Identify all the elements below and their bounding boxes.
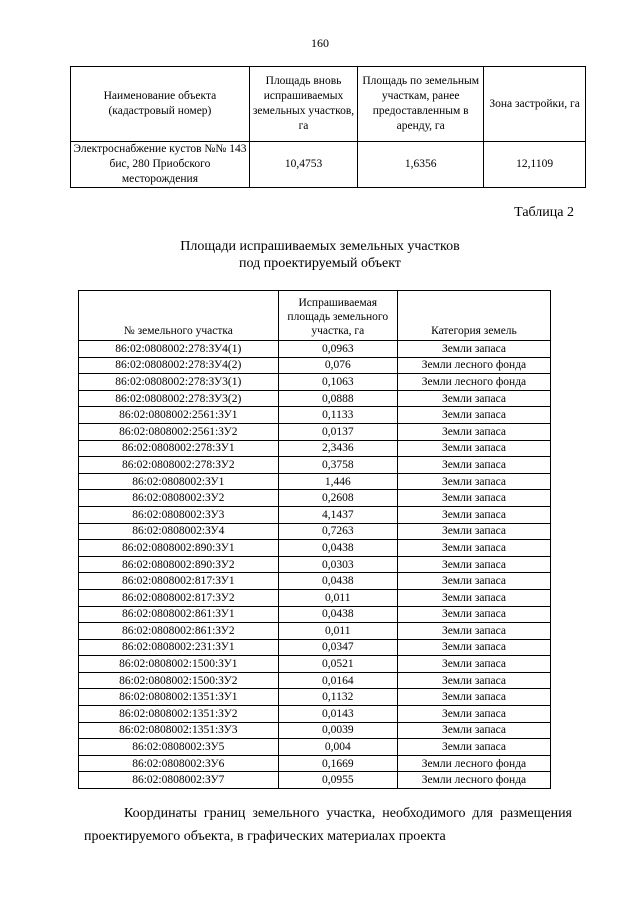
table-row xyxy=(79,672,551,689)
plots-body xyxy=(79,341,551,789)
table-row xyxy=(79,407,551,424)
plot-area-cell: 0,1133 xyxy=(278,407,397,424)
land-category-cell: Земли запаса xyxy=(397,390,550,407)
plots-header-land-category: Категория земель xyxy=(397,291,550,341)
table-row xyxy=(79,357,551,374)
table-row xyxy=(79,390,551,407)
table-row xyxy=(79,623,551,640)
plot-number-cell: 86:02:0808002:1500:ЗУ2 xyxy=(79,672,279,689)
footer-paragraph: Координаты границ земельного участка, необходимого для размещения проектируемого объекта, в графических материалах проекта xyxy=(84,806,572,844)
table-title-line-2: под проектируемый объект xyxy=(239,256,401,271)
plot-area-cell: 0,3758 xyxy=(278,457,397,474)
plot-area-cell: 0,011 xyxy=(278,623,397,640)
plot-area-cell: 0,0143 xyxy=(278,706,397,723)
summary-header-row xyxy=(71,67,586,142)
table-row xyxy=(79,423,551,440)
plot-area-cell: 0,0521 xyxy=(278,656,397,673)
table-row xyxy=(79,490,551,507)
plot-number-cell: 86:02:0808002:ЗУ6 xyxy=(79,755,279,772)
plot-area-cell: 0,1669 xyxy=(278,755,397,772)
plot-number-cell: 86:02:0808002:817:ЗУ2 xyxy=(79,589,279,606)
plot-number-cell: 86:02:0808002:ЗУ1 xyxy=(79,473,279,490)
plot-area-cell: 0,1063 xyxy=(278,374,397,391)
plot-number-cell: 86:02:0808002:ЗУ7 xyxy=(79,772,279,789)
land-category-cell: Земли лесного фонда xyxy=(397,357,550,374)
plot-number-cell: 86:02:0808002:278:ЗУ4(2) xyxy=(79,357,279,374)
table-row xyxy=(79,639,551,656)
table-row xyxy=(79,706,551,723)
table-row xyxy=(79,573,551,590)
land-category-cell: Земли запаса xyxy=(397,623,550,640)
plot-number-cell: 86:02:0808002:861:ЗУ2 xyxy=(79,623,279,640)
plot-number-cell: 86:02:0808002:ЗУ3 xyxy=(79,506,279,523)
table-row xyxy=(79,540,551,557)
table-row xyxy=(79,341,551,358)
plot-area-cell: 2,3436 xyxy=(278,440,397,457)
plots-header-area: Испрашиваемая площадь земельного участка, га xyxy=(278,291,397,341)
summary-row xyxy=(71,142,586,188)
land-category-cell: Земли запаса xyxy=(397,407,550,424)
plot-area-cell: 0,0963 xyxy=(278,341,397,358)
plot-area-cell: 0,076 xyxy=(278,357,397,374)
table-row xyxy=(79,739,551,756)
plot-number-cell: 86:02:0808002:861:ЗУ1 xyxy=(79,606,279,623)
table-row xyxy=(79,473,551,490)
plot-area-cell: 0,0438 xyxy=(278,606,397,623)
plot-area-cell: 0,0039 xyxy=(278,722,397,739)
land-category-cell: Земли запаса xyxy=(397,573,550,590)
plot-number-cell: 86:02:0808002:278:ЗУ1 xyxy=(79,440,279,457)
land-category-cell: Земли запаса xyxy=(397,656,550,673)
plot-area-cell: 0,0347 xyxy=(278,639,397,656)
table-row xyxy=(79,556,551,573)
table-caption: Таблица 2 xyxy=(514,205,574,220)
plot-area-cell: 0,004 xyxy=(278,739,397,756)
plots-header-row xyxy=(79,291,551,341)
land-category-cell: Земли запаса xyxy=(397,556,550,573)
summary-header-new-area: Площадь вновь испрашиваемых земельных участков, га xyxy=(249,67,357,142)
table-row xyxy=(79,589,551,606)
land-category-cell: Земли лесного фонда xyxy=(397,755,550,772)
table-row xyxy=(79,523,551,540)
land-category-cell: Земли запаса xyxy=(397,739,550,756)
summary-table xyxy=(70,66,586,188)
table-row xyxy=(79,457,551,474)
plot-area-cell: 0,0955 xyxy=(278,772,397,789)
land-category-cell: Земли лесного фонда xyxy=(397,772,550,789)
land-category-cell: Земли запаса xyxy=(397,523,550,540)
plot-number-cell: 86:02:0808002:890:ЗУ2 xyxy=(79,556,279,573)
plot-area-cell: 0,0438 xyxy=(278,540,397,557)
plot-number-cell: 86:02:0808002:1351:ЗУ1 xyxy=(79,689,279,706)
plot-number-cell: 86:02:0808002:278:ЗУ4(1) xyxy=(79,341,279,358)
plot-area-cell: 0,0438 xyxy=(278,573,397,590)
land-category-cell: Земли запаса xyxy=(397,722,550,739)
land-category-cell: Земли запаса xyxy=(397,506,550,523)
table-row xyxy=(79,689,551,706)
land-category-cell: Земли лесного фонда xyxy=(397,374,550,391)
land-category-cell: Земли запаса xyxy=(397,540,550,557)
summary-new-area: 10,4753 xyxy=(249,142,357,188)
plot-number-cell: 86:02:0808002:ЗУ5 xyxy=(79,739,279,756)
plot-area-cell: 0,0888 xyxy=(278,390,397,407)
land-category-cell: Земли запаса xyxy=(397,672,550,689)
plot-number-cell: 86:02:0808002:278:ЗУ2 xyxy=(79,457,279,474)
table-row xyxy=(79,772,551,789)
land-category-cell: Земли запаса xyxy=(397,689,550,706)
plot-area-cell: 0,0164 xyxy=(278,672,397,689)
table-row xyxy=(79,755,551,772)
land-category-cell: Земли запаса xyxy=(397,706,550,723)
table-title-line-1: Площади испрашиваемых земельных участков xyxy=(180,239,460,254)
plot-number-cell: 86:02:0808002:2561:ЗУ1 xyxy=(79,407,279,424)
plot-area-cell: 4,1437 xyxy=(278,506,397,523)
land-category-cell: Земли запаса xyxy=(397,490,550,507)
plot-number-cell: 86:02:0808002:ЗУ4 xyxy=(79,523,279,540)
plot-area-cell: 0,7263 xyxy=(278,523,397,540)
plots-header-plot-number: № земельного участка xyxy=(79,291,279,341)
plot-number-cell: 86:02:0808002:231:ЗУ1 xyxy=(79,639,279,656)
plot-area-cell: 1,446 xyxy=(278,473,397,490)
table-row xyxy=(79,440,551,457)
summary-leased-area: 1,6356 xyxy=(358,142,484,188)
summary-header-object-name: Наименование объекта (кадастровый номер) xyxy=(71,67,250,142)
plots-table xyxy=(78,290,551,789)
plot-number-cell: 86:02:0808002:ЗУ2 xyxy=(79,490,279,507)
plot-number-cell: 86:02:0808002:817:ЗУ1 xyxy=(79,573,279,590)
summary-building-zone: 12,1109 xyxy=(484,142,586,188)
table-row xyxy=(79,506,551,523)
plot-number-cell: 86:02:0808002:278:ЗУ3(2) xyxy=(79,390,279,407)
summary-header-building-zone: Зона застройки, га xyxy=(484,67,586,142)
land-category-cell: Земли запаса xyxy=(397,639,550,656)
plot-area-cell: 0,011 xyxy=(278,589,397,606)
table-row xyxy=(79,374,551,391)
plot-number-cell: 86:02:0808002:278:ЗУ3(1) xyxy=(79,374,279,391)
table-row xyxy=(79,722,551,739)
table-title xyxy=(0,238,640,272)
table-row xyxy=(79,606,551,623)
summary-object-name: Электроснабжение кустов №№ 143 бис, 280 Приобского месторождения xyxy=(71,142,250,188)
land-category-cell: Земли запаса xyxy=(397,423,550,440)
plot-area-cell: 0,0303 xyxy=(278,556,397,573)
plot-number-cell: 86:02:0808002:1500:ЗУ1 xyxy=(79,656,279,673)
land-category-cell: Земли запаса xyxy=(397,457,550,474)
land-category-cell: Земли запаса xyxy=(397,341,550,358)
land-category-cell: Земли запаса xyxy=(397,589,550,606)
land-category-cell: Земли запаса xyxy=(397,473,550,490)
summary-header-leased-area: Площадь по земельным участкам, ранее предоставленным в аренду, га xyxy=(358,67,484,142)
table-row xyxy=(79,656,551,673)
plot-area-cell: 0,2608 xyxy=(278,490,397,507)
plot-area-cell: 0,0137 xyxy=(278,423,397,440)
plot-number-cell: 86:02:0808002:1351:ЗУ2 xyxy=(79,706,279,723)
plot-number-cell: 86:02:0808002:890:ЗУ1 xyxy=(79,540,279,557)
plot-number-cell: 86:02:0808002:1351:ЗУ3 xyxy=(79,722,279,739)
plot-area-cell: 0,1132 xyxy=(278,689,397,706)
plot-number-cell: 86:02:0808002:2561:ЗУ2 xyxy=(79,423,279,440)
land-category-cell: Земли запаса xyxy=(397,606,550,623)
page-number: 160 xyxy=(311,36,329,50)
land-category-cell: Земли запаса xyxy=(397,440,550,457)
